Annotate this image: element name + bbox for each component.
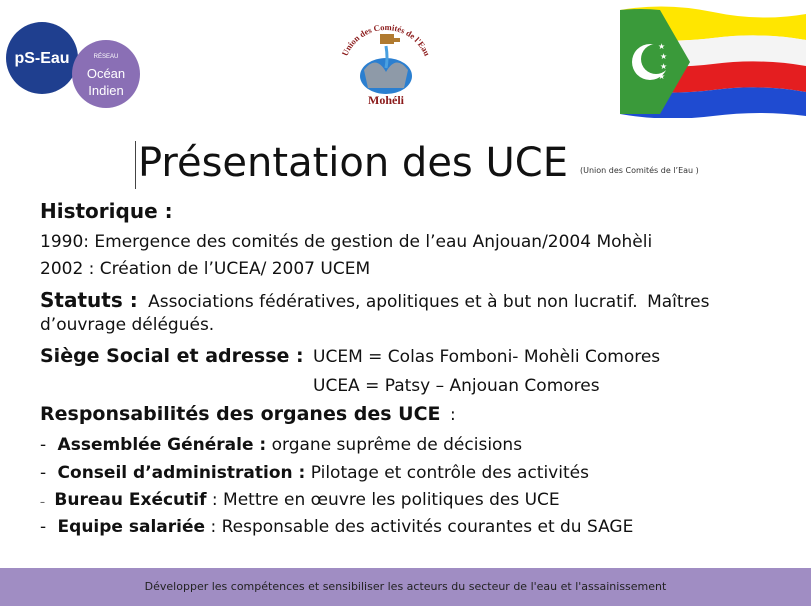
list-dash: - [40,463,47,483]
footer-text: Développer les compétences et sensibiliser les acteurs du secteur de l'eau et l'assainissement [144,580,667,593]
svg-text:★: ★ [660,52,668,61]
statuts-text2: Maîtres [647,292,710,312]
uce-arc-text: Union des Comités de l'Eau [339,21,433,58]
bureau-label: Bureau Exécutif [54,490,207,510]
list-item-conseil [40,462,589,484]
responsabilites-heading: Responsabilités des organes des UCE [40,403,441,425]
conseil-text: Pilotage et contrôle des activités [310,463,589,483]
bureau-text: : Mettre en œuvre les politiques des UCE [211,490,560,510]
footer-bar [0,568,811,606]
statuts-line [40,289,710,313]
siege-line2: UCEA = Patsy – Anjouan Comores [313,376,600,396]
statuts-text1: Associations fédératives, apolitiques et à but non lucratif. [148,292,638,312]
equipe-label: Equipe salariée [57,517,206,537]
page-subtitle: (Union des Comités de l’Eau ) [580,166,699,175]
page-title: Présentation des UCE [138,140,568,186]
siege-heading: Siège Social et adresse : [40,345,304,367]
reseau-label: RÉSEAU [93,54,119,60]
svg-text:★: ★ [658,42,666,51]
pseau-reseau-logo [6,20,142,112]
svg-text:★: ★ [658,72,666,81]
title-divider [135,141,136,189]
historique-heading: Historique : [40,199,173,223]
assemblee-label: Assemblée Générale : [57,435,267,455]
equipe-text: : Responsable des activités courantes et du SAGE [210,517,634,537]
responsabilites-suffix: : [449,405,456,425]
statuts-text3: d’ouvrage délégués. [40,315,215,335]
comoros-flag [620,6,806,118]
list-dash: – [40,497,45,508]
list-dash: - [40,517,47,537]
uce-bottom-text: Mohéli [368,93,404,107]
reseau-line2: Indien [88,83,124,98]
uce-moheli-logo [330,14,442,110]
list-item-bureau [40,489,560,514]
conseil-label: Conseil d’administration : [57,463,306,483]
historique-line1: 1990: Emergence des comités de gestion de l’eau Anjouan/2004 Mohèli [40,232,653,252]
statuts-heading: Statuts : [40,288,138,312]
siege-line1: UCEM = Colas Fomboni- Mohèli Comores [313,347,661,367]
responsabilites-line [40,403,456,426]
list-item-assemblee [40,434,522,456]
historique-line2: 2002 : Création de l’UCEA/ 2007 UCEM [40,259,371,279]
reseau-line1: Océan [86,66,126,81]
pseau-logo-text: pS-Eau [14,50,70,67]
svg-text:★: ★ [660,62,668,71]
list-item-equipe [40,516,633,538]
assemblee-text: organe suprême de décisions [271,435,523,455]
siege-line [40,345,660,368]
list-dash: - [40,435,47,455]
